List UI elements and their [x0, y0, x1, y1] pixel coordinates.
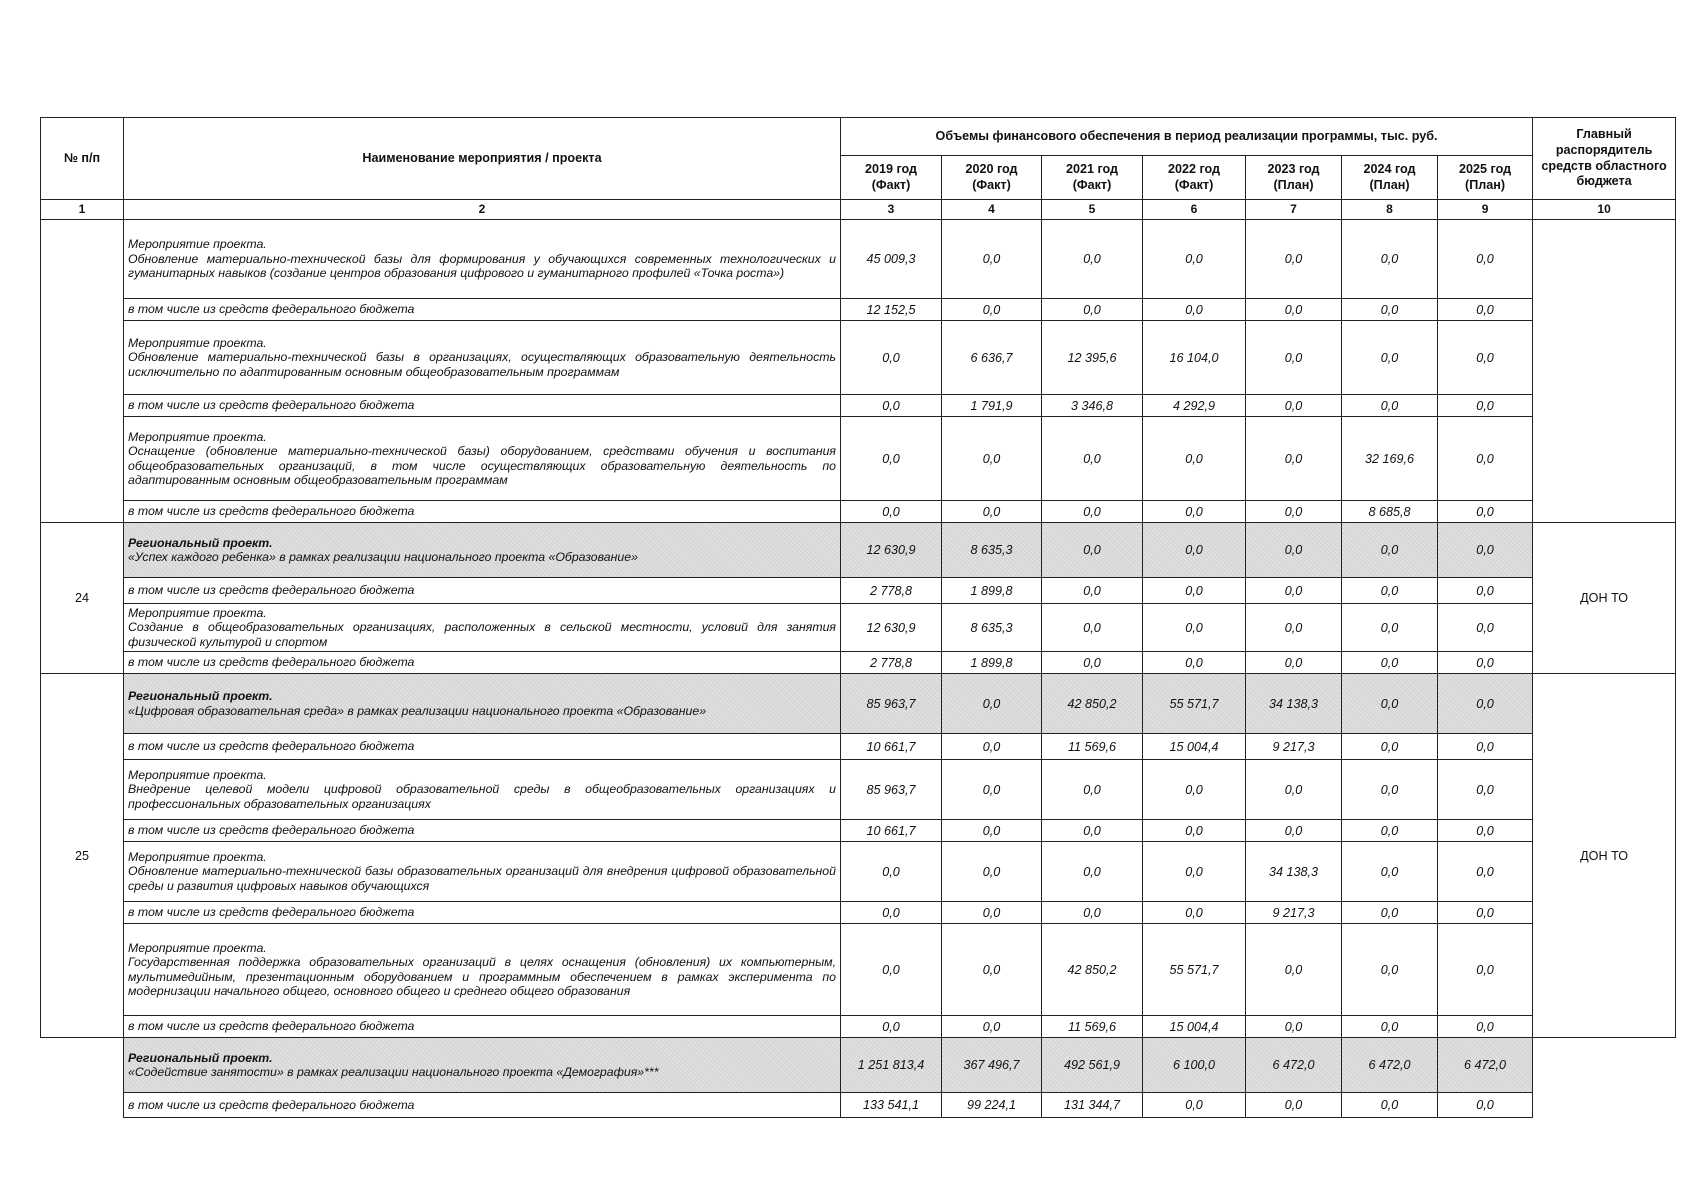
activity-text: в том числе из средств федерального бюджета [128, 1019, 415, 1034]
column-number: 8 [1342, 200, 1438, 220]
amount-cell: 0,0 [942, 924, 1042, 1016]
amount-cell: 1 899,8 [942, 652, 1042, 674]
table-row [41, 902, 1676, 924]
activity-text: «Успех каждого ребенка» в рамках реализации национального проекта «Образование» [128, 550, 638, 564]
table-row [41, 220, 1676, 299]
amount-cell: 12 395,6 [1042, 321, 1143, 395]
column-number: 2 [124, 200, 841, 220]
amount-cell: 0,0 [1143, 501, 1246, 523]
activity-text: Создание в общеобразовательных организациях, расположенных в сельской местности, условий для занятия физической культурой и спортом [128, 620, 836, 649]
amount-cell: 0,0 [942, 902, 1042, 924]
activity-title: Мероприятие проекта. [128, 605, 267, 620]
amount-cell: 0,0 [841, 395, 942, 417]
activity-name [124, 1093, 841, 1118]
activity-text: в том числе из средств федерального бюджета [128, 398, 415, 413]
year-label: 2024 год [1363, 161, 1416, 176]
amount-cell: 0,0 [1143, 652, 1246, 674]
table-row [41, 501, 1676, 523]
amount-cell: 0,0 [1246, 220, 1342, 299]
amount-cell: 0,0 [1342, 820, 1438, 842]
amount-cell: 85 963,7 [841, 674, 942, 734]
amount-cell: 1 899,8 [942, 578, 1042, 604]
amount-cell: 0,0 [942, 220, 1042, 299]
year-kind: (План) [1465, 177, 1506, 192]
amount-cell: 34 138,3 [1246, 842, 1342, 902]
year-header [1342, 156, 1438, 200]
column-number: 4 [942, 200, 1042, 220]
column-number: 10 [1533, 200, 1676, 220]
year-kind: (Факт) [972, 177, 1011, 192]
header-name: Наименование мероприятия / проекта [124, 118, 841, 200]
activity-name [124, 417, 841, 501]
project-row [41, 674, 1676, 734]
column-number: 9 [1438, 200, 1533, 220]
year-kind: (План) [1369, 177, 1410, 192]
amount-cell: 0,0 [1438, 820, 1533, 842]
table-row [41, 1016, 1676, 1038]
amount-cell: 0,0 [942, 501, 1042, 523]
amount-cell: 42 850,2 [1042, 674, 1143, 734]
amount-cell: 0,0 [1246, 604, 1342, 652]
activity-name [124, 220, 841, 299]
activity-name [124, 760, 841, 820]
amount-cell: 0,0 [1438, 578, 1533, 604]
amount-cell: 12 152,5 [841, 299, 942, 321]
table-row [41, 760, 1676, 820]
amount-cell: 11 569,6 [1042, 1016, 1143, 1038]
amount-cell: 0,0 [942, 820, 1042, 842]
amount-cell: 0,0 [1438, 523, 1533, 578]
amount-cell: 0,0 [942, 760, 1042, 820]
table-row [41, 299, 1676, 321]
amount-cell: 0,0 [1143, 604, 1246, 652]
amount-cell: 0,0 [1438, 220, 1533, 299]
amount-cell: 0,0 [1438, 842, 1533, 902]
amount-cell: 6 100,0 [1143, 1038, 1246, 1093]
amount-cell: 42 850,2 [1042, 924, 1143, 1016]
amount-cell: 0,0 [1342, 578, 1438, 604]
activity-text: в том числе из средств федерального бюджета [128, 302, 415, 317]
amount-cell: 0,0 [1143, 299, 1246, 321]
amount-cell: 0,0 [1042, 652, 1143, 674]
amount-cell: 0,0 [1143, 760, 1246, 820]
table-row [41, 395, 1676, 417]
project-row [41, 523, 1676, 578]
amount-cell: 0,0 [1246, 321, 1342, 395]
activity-name [124, 674, 841, 734]
amount-cell: 0,0 [1143, 842, 1246, 902]
activity-text: Обновление материально-технической базы образовательных организаций для внедрения цифровой образовательной среды и развития цифровых навыков обучающихся [128, 864, 836, 893]
amount-cell: 10 661,7 [841, 734, 942, 760]
amount-cell: 0,0 [1143, 220, 1246, 299]
amount-cell: 367 496,7 [942, 1038, 1042, 1093]
financing-table [40, 117, 1676, 1118]
activity-title: Региональный проект. [128, 1050, 273, 1065]
table-row [41, 652, 1676, 674]
amount-cell: 0,0 [1143, 578, 1246, 604]
year-label: 2020 год [965, 161, 1018, 176]
column-number: 3 [841, 200, 942, 220]
amount-cell: 0,0 [1143, 1093, 1246, 1118]
amount-cell: 99 224,1 [942, 1093, 1042, 1118]
amount-cell: 8 635,3 [942, 604, 1042, 652]
table-row [41, 1093, 1676, 1118]
amount-cell: 32 169,6 [1342, 417, 1438, 501]
table-row [41, 734, 1676, 760]
amount-cell: 0,0 [1246, 395, 1342, 417]
header-funding: Объемы финансового обеспечения в период реализации программы, тыс. руб. [841, 118, 1533, 156]
amount-cell: 12 630,9 [841, 523, 942, 578]
amount-cell: 0,0 [1143, 523, 1246, 578]
amount-cell: 16 104,0 [1143, 321, 1246, 395]
year-header [1246, 156, 1342, 200]
year-kind: (Факт) [1174, 177, 1214, 192]
amount-cell: 0,0 [1246, 417, 1342, 501]
amount-cell: 2 778,8 [841, 578, 942, 604]
amount-cell: 0,0 [1246, 820, 1342, 842]
amount-cell: 0,0 [1042, 820, 1143, 842]
amount-cell: 11 569,6 [1042, 734, 1143, 760]
amount-cell: 0,0 [1342, 321, 1438, 395]
amount-cell: 0,0 [942, 674, 1042, 734]
amount-cell: 0,0 [1342, 1016, 1438, 1038]
row-number [41, 220, 124, 523]
amount-cell: 8 685,8 [1342, 501, 1438, 523]
header-row-1 [41, 118, 1676, 156]
amount-cell: 131 344,7 [1042, 1093, 1143, 1118]
amount-cell: 0,0 [1042, 501, 1143, 523]
year-kind: (Факт) [871, 177, 911, 192]
amount-cell: 15 004,4 [1143, 1016, 1246, 1038]
row-number: 24 [41, 523, 124, 674]
activity-name [124, 734, 841, 760]
amount-cell: 0,0 [1042, 220, 1143, 299]
activity-title: Мероприятие проекта. [128, 940, 267, 955]
amount-cell: 0,0 [1246, 652, 1342, 674]
activity-text: Обновление материально-технической базы для формирования у обучающихся современных технологических и гуманитарных навыков (создание центров образования цифрового и гуманитарного профилей «Точка роста») [128, 251, 836, 281]
header-row-colnums [41, 200, 1676, 220]
amount-cell: 0,0 [841, 417, 942, 501]
activity-name [124, 501, 841, 523]
amount-cell: 0,0 [1438, 734, 1533, 760]
table-row [41, 820, 1676, 842]
amount-cell: 55 571,7 [1143, 924, 1246, 1016]
amount-cell: 0,0 [1342, 674, 1438, 734]
amount-cell: 133 541,1 [841, 1093, 942, 1118]
amount-cell: 0,0 [1143, 902, 1246, 924]
amount-cell: 0,0 [1246, 760, 1342, 820]
amount-cell: 0,0 [1042, 760, 1143, 820]
amount-cell: 0,0 [1143, 820, 1246, 842]
activity-text: в том числе из средств федерального бюджета [128, 905, 415, 920]
amount-cell: 85 963,7 [841, 760, 942, 820]
amount-cell: 0,0 [1342, 924, 1438, 1016]
amount-cell: 10 661,7 [841, 820, 942, 842]
year-label: 2019 год [864, 161, 918, 176]
amount-cell: 0,0 [1342, 395, 1438, 417]
year-header [1438, 156, 1533, 200]
amount-cell: 0,0 [1342, 299, 1438, 321]
activity-text: в том числе из средств федерального бюджета [128, 823, 415, 838]
table-row [41, 417, 1676, 501]
activity-text: «Содействие занятости» в рамках реализации национального проекта «Демография»*** [128, 1065, 659, 1079]
activity-text: Обновление материально-технической базы в организациях, осуществляющих образовательную деятельность исключительно по адаптированным основным общеобразовательным программам [128, 350, 836, 379]
activity-name [124, 902, 841, 924]
amount-cell: 0,0 [1342, 604, 1438, 652]
activity-text: в том числе из средств федерального бюджета [128, 739, 415, 754]
amount-cell: 12 630,9 [841, 604, 942, 652]
year-kind: (Факт) [1072, 177, 1112, 192]
amount-cell: 0,0 [1438, 417, 1533, 501]
amount-cell: 0,0 [841, 501, 942, 523]
column-number: 5 [1042, 200, 1143, 220]
amount-cell: 0,0 [1143, 417, 1246, 501]
activity-title: Мероприятие проекта. [128, 335, 267, 350]
amount-cell: 15 004,4 [1143, 734, 1246, 760]
year-label: 2025 год [1458, 161, 1512, 176]
amount-cell: 0,0 [942, 1016, 1042, 1038]
amount-cell: 0,0 [942, 734, 1042, 760]
table-row [41, 604, 1676, 652]
amount-cell: 4 292,9 [1143, 395, 1246, 417]
activity-title: Мероприятие проекта. [128, 849, 267, 864]
activity-name [124, 523, 841, 578]
amount-cell: 0,0 [1438, 604, 1533, 652]
activity-name [124, 1038, 841, 1093]
table-row [41, 578, 1676, 604]
amount-cell: 0,0 [1246, 578, 1342, 604]
amount-cell: 0,0 [1246, 1093, 1342, 1118]
amount-cell: 0,0 [1246, 501, 1342, 523]
year-label: 2022 год [1167, 161, 1221, 176]
table-row [41, 924, 1676, 1016]
year-header [1042, 156, 1143, 200]
activity-name [124, 321, 841, 395]
amount-cell: 0,0 [1342, 902, 1438, 924]
amount-cell: 9 217,3 [1246, 734, 1342, 760]
amount-cell: 0,0 [1042, 902, 1143, 924]
amount-cell: 34 138,3 [1246, 674, 1342, 734]
amount-cell: 0,0 [1438, 1093, 1533, 1118]
amount-cell: 0,0 [1042, 842, 1143, 902]
activity-title: Мероприятие проекта. [128, 767, 267, 782]
row-number: 25 [41, 674, 124, 1038]
amount-cell: 0,0 [1042, 578, 1143, 604]
activity-title: Мероприятие проекта. [128, 429, 267, 444]
amount-cell: 55 571,7 [1143, 674, 1246, 734]
activity-text: в том числе из средств федерального бюджета [128, 504, 415, 519]
amount-cell: 6 636,7 [942, 321, 1042, 395]
amount-cell: 2 778,8 [841, 652, 942, 674]
header-num: № п/п [41, 118, 124, 200]
activity-text: в том числе из средств федерального бюджета [128, 1097, 415, 1112]
amount-cell: 8 635,3 [942, 523, 1042, 578]
row-number [41, 1038, 124, 1118]
amount-cell: 0,0 [841, 321, 942, 395]
amount-cell: 0,0 [841, 1016, 942, 1038]
activity-name [124, 820, 841, 842]
amount-cell: 0,0 [1042, 604, 1143, 652]
activity-text: Внедрение целевой модели цифровой образовательной среды в общеобразовательных организациях и профессиональных образовательных организациях [128, 782, 836, 811]
activity-text: «Цифровая образовательная среда» в рамках реализации национального проекта «Образование» [128, 703, 707, 718]
activity-title: Региональный проект. [128, 535, 273, 550]
column-number: 1 [41, 200, 124, 220]
amount-cell: 45 009,3 [841, 220, 942, 299]
amount-cell: 0,0 [1342, 1093, 1438, 1118]
table-row [41, 321, 1676, 395]
amount-cell: 0,0 [1438, 395, 1533, 417]
amount-cell: 0,0 [1438, 299, 1533, 321]
amount-cell: 0,0 [1246, 1016, 1342, 1038]
amount-cell: 0,0 [942, 299, 1042, 321]
amount-cell: 0,0 [1342, 652, 1438, 674]
activity-name [124, 842, 841, 902]
activity-text: Оснащение (обновление материально-технической базы) оборудованием, средствами обучения и воспитания общеобразовательных организаций, в том числе осуществляющих образовательную деятельность по адаптированным основным общеобразовательным программам [128, 444, 836, 487]
activity-name [124, 578, 841, 604]
activity-text: Государственная поддержка образовательных организаций в целях оснащения (обновления) их компьютерным, мультимедийным, презентационным оборудованием и программным обеспечением в рамках эксперимента по модернизации начального общего, основного общего и среднего общего образования [128, 955, 836, 998]
amount-cell: 0,0 [1246, 924, 1342, 1016]
amount-cell: 492 561,9 [1042, 1038, 1143, 1093]
amount-cell: 0,0 [1438, 924, 1533, 1016]
budget-manager [1533, 1038, 1676, 1118]
amount-cell: 1 791,9 [942, 395, 1042, 417]
amount-cell: 0,0 [1342, 760, 1438, 820]
column-number: 7 [1246, 200, 1342, 220]
amount-cell: 0,0 [1342, 734, 1438, 760]
amount-cell: 0,0 [1438, 674, 1533, 734]
amount-cell: 6 472,0 [1342, 1038, 1438, 1093]
year-kind: (План) [1273, 177, 1314, 192]
amount-cell: 0,0 [1342, 523, 1438, 578]
activity-name [124, 652, 841, 674]
amount-cell: 6 472,0 [1246, 1038, 1342, 1093]
year-header [1143, 156, 1246, 200]
amount-cell: 0,0 [841, 842, 942, 902]
activity-title: Мероприятие проекта. [128, 237, 267, 252]
amount-cell: 6 472,0 [1438, 1038, 1533, 1093]
amount-cell: 0,0 [1438, 501, 1533, 523]
amount-cell: 0,0 [1438, 652, 1533, 674]
amount-cell: 0,0 [1042, 417, 1143, 501]
column-number: 6 [1143, 200, 1246, 220]
year-header [942, 156, 1042, 200]
table-body [41, 220, 1676, 1118]
year-label: 2023 год [1267, 161, 1320, 176]
amount-cell: 9 217,3 [1246, 902, 1342, 924]
activity-name [124, 395, 841, 417]
amount-cell: 0,0 [1342, 842, 1438, 902]
amount-cell: 0,0 [1438, 760, 1533, 820]
budget-manager: ДОН ТО [1533, 523, 1676, 674]
activity-name [124, 1016, 841, 1038]
amount-cell: 0,0 [1042, 523, 1143, 578]
amount-cell: 3 346,8 [1042, 395, 1143, 417]
header-manager: Главный распорядитель средств областного бюджета [1533, 118, 1676, 200]
amount-cell: 0,0 [1438, 1016, 1533, 1038]
amount-cell: 1 251 813,4 [841, 1038, 942, 1093]
activity-text: в том числе из средств федерального бюджета [128, 655, 415, 670]
amount-cell: 0,0 [1438, 902, 1533, 924]
project-row [41, 1038, 1676, 1093]
amount-cell: 0,0 [841, 924, 942, 1016]
amount-cell: 0,0 [1438, 321, 1533, 395]
amount-cell: 0,0 [1246, 299, 1342, 321]
budget-manager [1533, 220, 1676, 523]
amount-cell: 0,0 [942, 842, 1042, 902]
activity-text: в том числе из средств федерального бюджета [128, 583, 415, 598]
amount-cell: 0,0 [1246, 523, 1342, 578]
amount-cell: 0,0 [1042, 299, 1143, 321]
amount-cell: 0,0 [942, 417, 1042, 501]
budget-manager: ДОН ТО [1533, 674, 1676, 1038]
year-header [841, 156, 942, 200]
amount-cell: 0,0 [1342, 220, 1438, 299]
activity-name [124, 299, 841, 321]
year-label: 2021 год [1065, 161, 1119, 176]
activity-title: Региональный проект. [128, 689, 273, 703]
activity-name [124, 924, 841, 1016]
table-row [41, 842, 1676, 902]
activity-name [124, 604, 841, 652]
amount-cell: 0,0 [841, 902, 942, 924]
